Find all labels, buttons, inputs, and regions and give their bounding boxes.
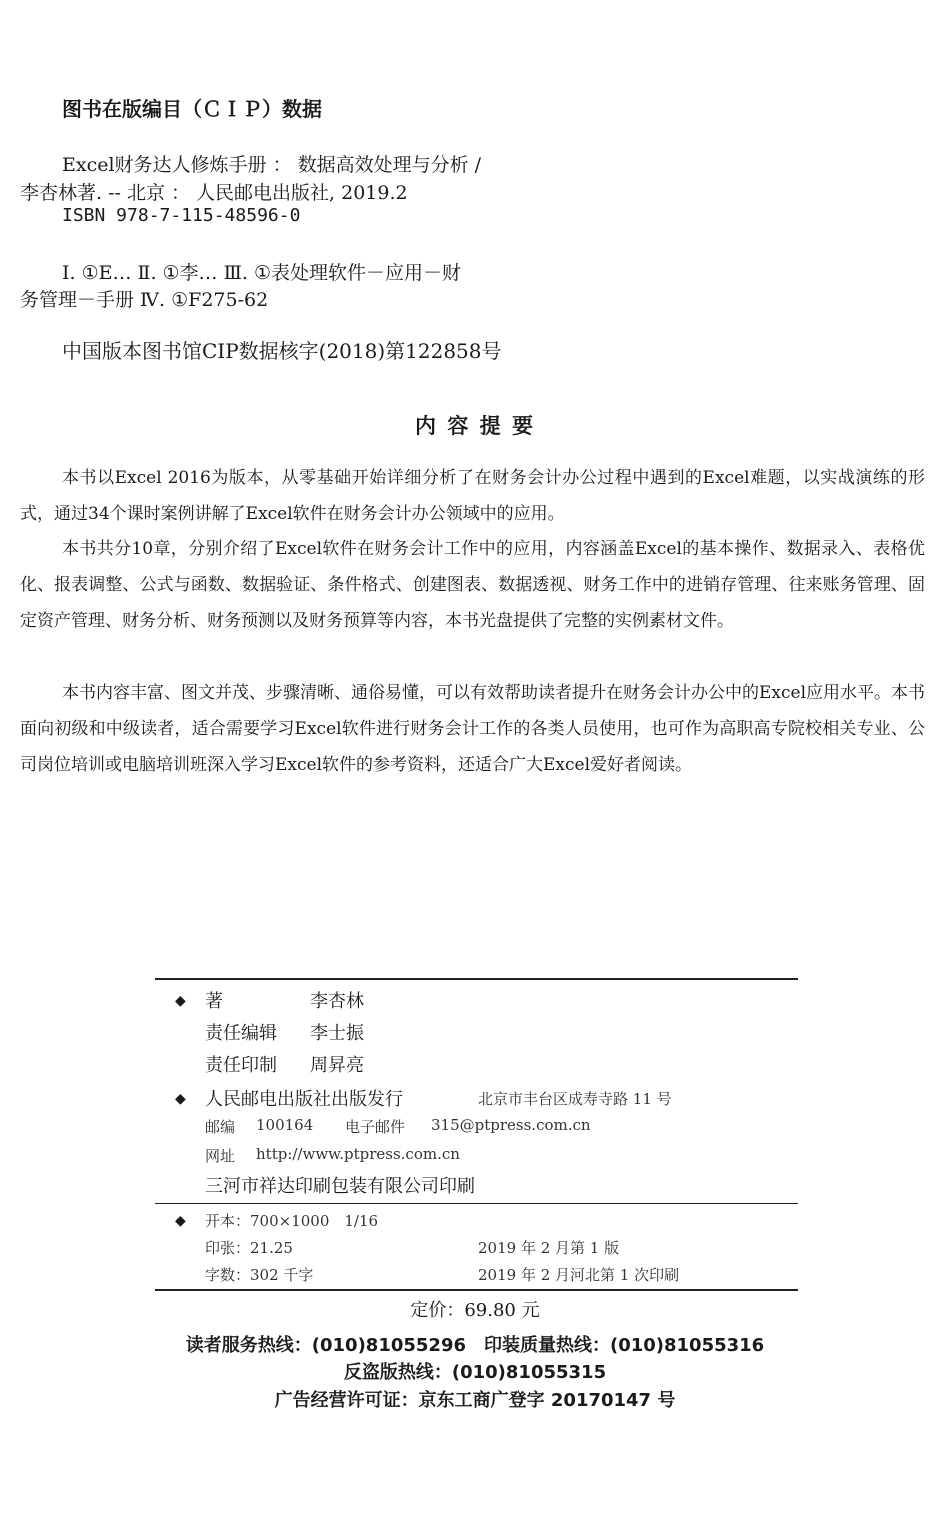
edition: 2019 年 2 月第 1 版 [478, 1239, 620, 1257]
cip-classification-line: Ⅰ. ①E… Ⅱ. ①李… Ⅲ. ①表处理软件－应用－财 [62, 262, 462, 284]
colophon-mid-rule [155, 1203, 798, 1204]
price: 定价：69.80 元 [410, 1300, 540, 1321]
printer: 三河市祥达印刷包装有限公司印刷 [205, 1176, 475, 1197]
postcode: 100164 [256, 1116, 314, 1134]
website: http://www.ptpress.com.cn [256, 1145, 460, 1163]
bullet-icon: ◆ [175, 1091, 186, 1107]
bullet-icon: ◆ [175, 993, 186, 1009]
colophon-top-rule [155, 978, 798, 980]
colophon-bottom-rule [155, 1289, 798, 1291]
anti-piracy-hotline: 反盗版热线：(010)81055315 [343, 1362, 607, 1383]
printing-name: 周昇亮 [310, 1055, 364, 1076]
cip-title-line: Excel财务达人修炼手册 ： 数据高效处理与分析 / [62, 154, 482, 176]
email-label: 电子邮件 [345, 1118, 406, 1136]
summary-paragraph-2: 本书共分10章，分别介绍了Excel软件在财务会计工作中的应用，内容涵盖Excel的基本操作、数据录入、表格优化、报表调整、公式与函数、数据验证、条件格式、创建图表、数据透视、财务工作中的进销存管理、往来账务管理、固定资产管理、财务分析、财务预测以及财务预算等内容，本书光盘提供了完整的实例素材文件。 [20, 539, 925, 631]
impression: 2019 年 2 月河北第 1 次印刷 [478, 1266, 680, 1284]
publisher: 人民邮电出版社出版发行 [205, 1089, 403, 1110]
postcode-label: 邮编 [205, 1118, 236, 1136]
cip-record-number: 中国版本图书馆CIP数据核字(2018)第122858号 [62, 339, 502, 363]
summary-paragraph-3: 本书内容丰富、图文并茂、步骤清晰、通俗易懂，可以有效帮助读者提升在财务会计办公中的Excel应用水平。本书面向初级和中级读者，适合需要学习Excel软件进行财务会计工作的各类人员使用，也可作为高职高专院校相关专业、公司岗位培训或电脑培训班深入学习Excel软件的参考资料，还适合广大Excel爱好者阅读。 [20, 683, 926, 775]
summary-paragraph-1: 本书以Excel 2016为版本，从零基础开始详细分析了在财务会计办公过程中遇到的Excel难题，以实战演练的形式，通过34个课时案例讲解了Excel软件在财务会计办公领域中的应用。 [20, 468, 925, 524]
cip-heading: 图书在版编目（ＣＩＰ）数据 [62, 97, 322, 121]
printing-label: 责任印制 [205, 1055, 277, 1076]
summary-title: 内 容 提 要 [415, 414, 535, 438]
print-sheets: 印张：21.25 [205, 1239, 293, 1257]
email: 315@ptpress.com.cn [431, 1116, 591, 1134]
author-name: 李杏林 [310, 991, 364, 1012]
word-count: 字数：302 千字 [205, 1266, 314, 1284]
bullet-icon: ◆ [175, 1213, 186, 1229]
cip-author-line: 李杏林著. -- 北京 ： 人民邮电出版社, 2019.2 [20, 182, 408, 204]
website-label: 网址 [205, 1147, 236, 1165]
ad-license: 广告经营许可证：京东工商广登字 20170147 号 [274, 1390, 676, 1411]
author-label: 著 [205, 991, 223, 1012]
book-format: 开本：700×1000 1/16 [205, 1212, 379, 1230]
editor-label: 责任编辑 [205, 1023, 277, 1044]
cip-isbn: ISBN 978-7-115-48596-0 [62, 205, 301, 226]
cip-classification-line-2: 务管理－手册 Ⅳ. ①F275-62 [20, 289, 269, 311]
publisher-address: 北京市丰台区成寿寺路 11 号 [478, 1090, 672, 1108]
reader-hotline: 读者服务热线：(010)81055296 印装质量热线：(010)81055316 [185, 1335, 765, 1356]
editor-name: 李士振 [310, 1023, 364, 1044]
